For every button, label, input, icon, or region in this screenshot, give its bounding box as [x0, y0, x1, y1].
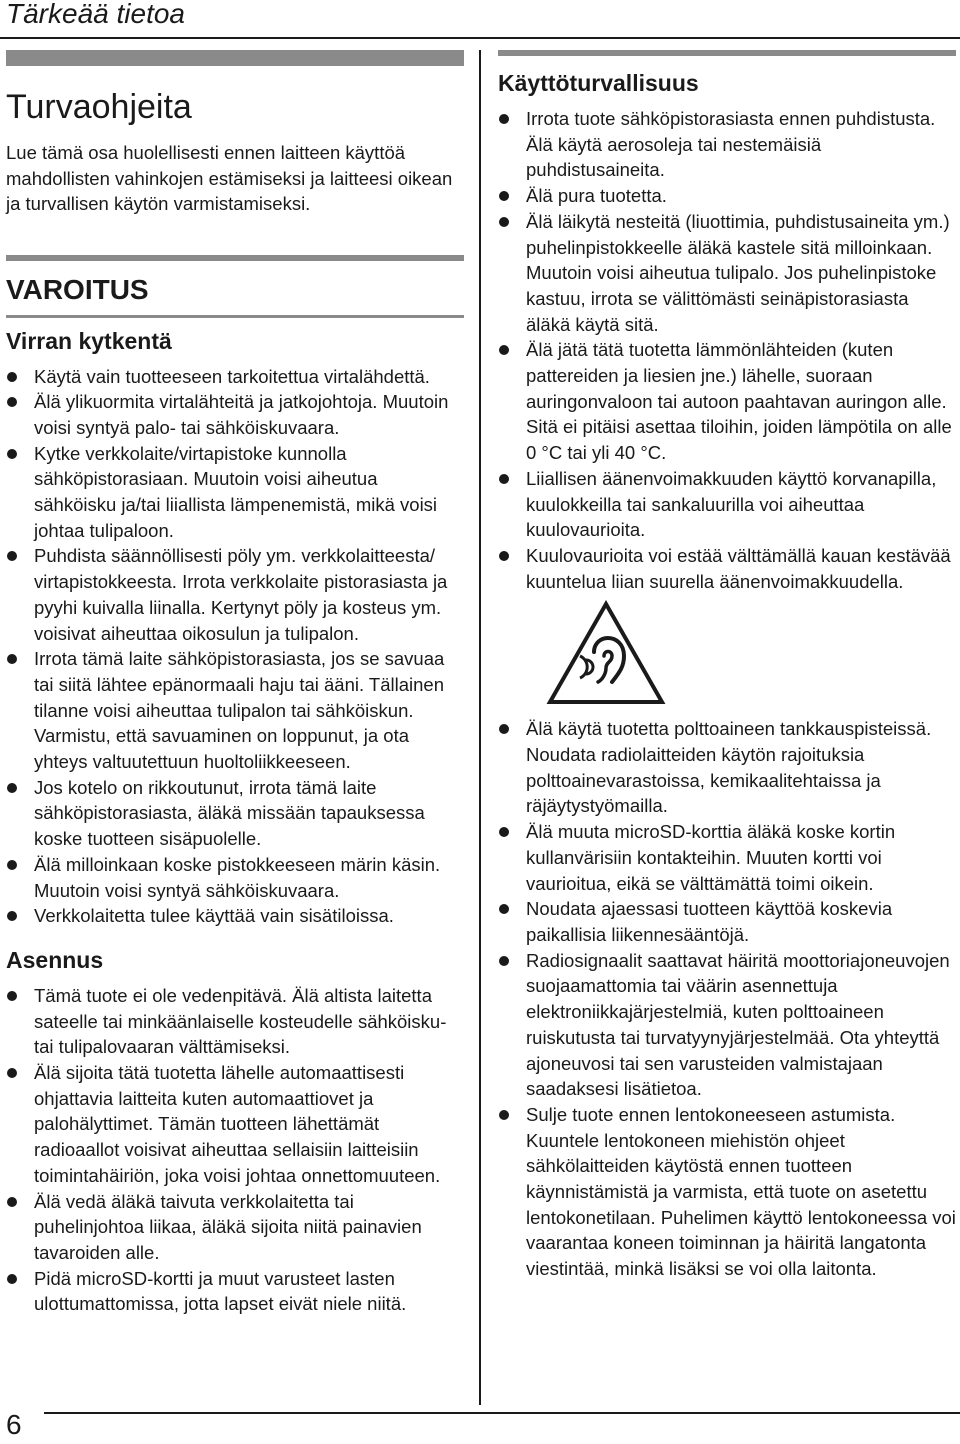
list-item: Liiallisen äänenvoimakkuuden käyttö korvanapilla, kuulokkeilla tai sankaluurilla voi aiheuttaa kuulovaurioita. [498, 466, 956, 543]
list-item: Pidä microSD-kortti ja muut varusteet lasten ulottumattomissa, jotta lapset eivät niele niitä. [6, 1266, 464, 1317]
left-column [6, 50, 464, 1317]
warning-title: VAROITUS [6, 273, 149, 305]
installation-list [6, 983, 464, 1317]
page-header-title: Tärkeää tietoa [6, 0, 185, 29]
header-rule [0, 37, 960, 39]
safety-title: Turvaohjeita [6, 88, 192, 126]
page-number: 6 [6, 1409, 22, 1440]
list-item: Jos kotelo on rikkoutunut, irrota tämä laite sähköpistorasiasta, äläkä missään tapauksessa koske tuotteen sisäpuolelle. [6, 775, 464, 852]
list-item: Käytä vain tuotteeseen tarkoitettua virtalähdettä. [6, 364, 464, 390]
list-item: Radiosignaalit saattavat häiritä moottoriajoneuvojen suojaamattomia tai väärin asennettuja elektroniikkajärjestelmiä, kuten polttoaineen ruiskutusta tai turvatyynyjärjestelmää. Ota yhteyttä ajoneuvosi tai sen varusteiden valmistajaan saadaksesi lisätietoa. [498, 948, 956, 1102]
operating-safety-title: Käyttöturvallisuus [498, 70, 699, 96]
list-item: Verkkolaitetta tulee käyttää vain sisätiloissa. [6, 903, 464, 929]
list-item: Älä muuta microSD-korttia äläkä koske kortin kullanvärisiin kontakteihin. Muuten kortti voi vaurioitua, eikä se välttämättä toimi oikein. [498, 819, 956, 896]
section-bar [6, 50, 464, 66]
list-item: Älä vedä äläkä taivuta verkkolaitetta tai puhelinjohtoa liikaa, äläkä sijoita niitä painavien tavaroiden alle. [6, 1189, 464, 1266]
list-item: Älä sijoita tätä tuotetta lähelle automaattisesti ohjattavia laitteita kuten automaattiovet ja palohälyttimet. Tämän tuotteen lähettämät radioaallot voisivat aiheuttaa sellaisiin laitteisiin toimintahäiriön, joka voisi johtaa onnettomuuteen. [6, 1060, 464, 1189]
list-item: Älä milloinkaan koske pistokkeeseen märin käsin. Muutoin voisi syntyä sähköiskuvaara. [6, 852, 464, 903]
section-bar [498, 50, 956, 56]
installation-title: Asennus [6, 946, 104, 973]
list-item: Älä käytä tuotetta polttoaineen tankkauspisteissä. Noudata radiolaitteiden käytön rajoituksia polttoainevarastoissa, kemikaalitehtaissa ja räjäytystyömailla. [498, 716, 956, 819]
power-list [6, 364, 464, 929]
subsection-bar [6, 315, 464, 318]
column-divider [479, 50, 481, 1405]
list-item: Irrota tuote sähköpistorasiasta ennen puhdistusta. Älä käytä aerosoleja tai nestemäisiä puhdistusaineita. [498, 106, 956, 183]
warning-bar [6, 255, 464, 261]
hearing-warning-icon [498, 600, 956, 712]
list-item: Älä pura tuotetta. [498, 183, 956, 209]
list-item: Irrota tämä laite sähköpistorasiasta, jos se savuaa tai siitä lähtee epänormaali haju tai ääni. Tällainen tilanne voisi aiheuttaa tulipalon tai sähköiskun. Varmistu, että savuaminen on loppunut, ja ota yhteys valtuutettuun huoltoliikkeeseen. [6, 646, 464, 775]
list-item: Älä ylikuormita virtalähteitä ja jatkojohtoja. Muutoin voisi syntyä palo- tai sähköiskuvaara. [6, 389, 464, 440]
list-item: Älä läikytä nesteitä (liuottimia, puhdistusaineita ym.) puhelinpistokkeelle äläkä kastele sitä milloinkaan. Muutoin voisi aiheutua tulipalo. Jos puhelinpistoke kastuu, irrota se välittömästi seinäpistorasiasta äläkä käytä sitä. [498, 209, 956, 338]
right-column [498, 50, 956, 1282]
intro-text: Lue tämä osa huolellisesti ennen laitteen käyttöä mahdollisten vahinkojen estämiseksi ja laitteesi oikean ja turvallisen käytön varmistamiseksi. [6, 142, 453, 214]
list-item: Noudata ajaessasi tuotteen käyttöä koskevia paikallisia liikennesääntöjä. [498, 896, 956, 947]
list-item: Tämä tuote ei ole vedenpitävä. Älä altista laitetta sateelle tai minkäänlaiselle kosteudelle sähköisku- tai tulipalovaaran välttämiseksi. [6, 983, 464, 1060]
footer-rule [44, 1412, 960, 1414]
operating-safety-list-continued [498, 716, 956, 1281]
operating-safety-list [498, 106, 956, 594]
power-connection-title: Virran kytkentä [6, 327, 172, 354]
list-item: Sulje tuote ennen lentokoneeseen astumista. Kuuntele lentokoneen miehistön ohjeet sähkölaitteiden käytöstä ennen tuotteen käynnistämistä ja varmista, että tuote on asetettu lentokonetilaan. Puhelimen käyttö lentokoneessa voi vaarantaa koneen toiminnan ja häiritä langatonta viestintää, minkä lisäksi se voi olla laitonta. [498, 1102, 956, 1282]
list-item: Älä jätä tätä tuotetta lämmönlähteiden (kuten pattereiden ja liesien jne.) lähelle, suoraan auringonvaloon tai autoon paahtavan auringon alle. Sitä ei pitäisi asettaa tiloihin, joiden lämpötila on alle 0 °C tai yli 40 °C. [498, 337, 956, 466]
list-item: Kuulovaurioita voi estää välttämällä kauan kestävää kuuntelua liian suurella äänenvoimakkuudella. [498, 543, 956, 594]
list-item: Kytke verkkolaite/virtapistoke kunnolla sähköpistorasiaan. Muutoin voisi aiheutua sähköisku ja/tai liiallista lämpenemistä, mikä voisi johtaa tulipaloon. [6, 441, 464, 544]
list-item: Puhdista säännöllisesti pöly ym. verkkolaitteesta/ virtapistokkeesta. Irrota verkkolaite pistorasiasta ja pyyhi kuivalla liinalla. Kertynyt pöly ja kosteus ym. voisivat aiheuttaa oikosulun ja tulipalon. [6, 543, 464, 646]
